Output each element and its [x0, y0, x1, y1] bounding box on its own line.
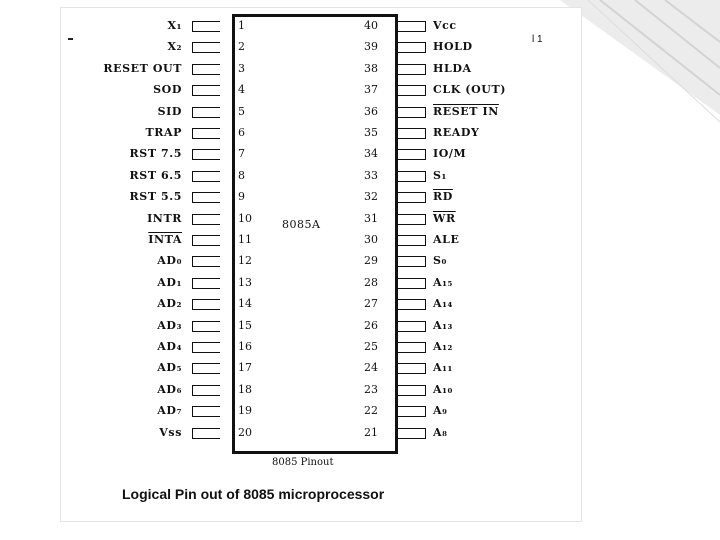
pin-lead-left — [192, 171, 220, 182]
pin-number-1: 1 — [238, 19, 245, 32]
pin-number-20: 20 — [238, 425, 252, 439]
pin-label-7: RST 7.5 — [129, 147, 182, 161]
pin-lead-left — [192, 128, 220, 139]
pin-number-8: 8 — [238, 168, 245, 182]
pin-number-18: 18 — [238, 382, 252, 396]
pin-label-6: TRAP — [145, 126, 182, 139]
pin-label-4: SOD — [153, 83, 182, 97]
pin-lead-left — [192, 21, 220, 32]
pin-number-34: 34 — [364, 147, 378, 161]
pin-number-23: 23 — [364, 382, 378, 396]
pin-label-25: A₁₂ — [433, 340, 453, 353]
pin-number-24: 24 — [364, 361, 378, 375]
figure-caption: Logical Pin out of 8085 microprocessor — [122, 486, 385, 502]
pin-number-22: 22 — [364, 404, 378, 418]
pin-lead-right — [398, 342, 426, 353]
pin-label-35: READY — [433, 126, 480, 139]
pin-label-27: A₁₄ — [433, 297, 453, 311]
pin-lead-right — [398, 42, 426, 53]
pin-label-32: $\overline{RD}$ — [433, 190, 453, 204]
pin-number-39: 39 — [364, 40, 378, 54]
pin-label-39: HOLD — [433, 40, 473, 54]
pin-label-24: A₁₁ — [433, 361, 453, 375]
pin-lead-right — [398, 385, 426, 396]
pin-lead-left — [192, 192, 220, 203]
pin-lead-right — [398, 256, 426, 267]
pin-label-10: INTR — [147, 211, 182, 225]
pin-label-12: AD₀ — [157, 254, 182, 268]
pin-label-19: AD₇ — [157, 404, 182, 418]
pin-number-12: 12 — [238, 254, 252, 268]
pin-number-26: 26 — [364, 318, 378, 332]
pin-lead-right — [398, 171, 426, 182]
pin-lead-left — [192, 278, 220, 289]
pin-lead-right — [398, 406, 426, 417]
pin-label-17: AD₅ — [157, 361, 182, 375]
pin-label-22: A₉ — [433, 404, 448, 418]
pin-label-26: A₁₃ — [433, 318, 453, 332]
pin-label-37: CLK (OUT) — [433, 83, 507, 97]
pin-lead-left — [192, 42, 220, 53]
pin-number-31: 31 — [364, 211, 378, 225]
pin-lead-left — [192, 64, 220, 75]
pin-label-30: ALE — [433, 233, 460, 246]
pin-number-7: 7 — [238, 147, 245, 161]
stray-mark-right: l 1 — [532, 34, 543, 45]
pin-lead-right — [398, 428, 426, 439]
pin-label-3: RESET OUT — [103, 61, 182, 75]
pin-lead-left — [192, 149, 220, 160]
pin-label-38: HLDA — [433, 61, 472, 75]
pin-lead-left — [192, 235, 220, 246]
pin-label-40: Vcc — [433, 19, 457, 32]
pin-number-19: 19 — [238, 404, 252, 418]
pin-number-6: 6 — [238, 126, 245, 139]
pin-lead-right — [398, 299, 426, 310]
pin-number-30: 30 — [364, 233, 378, 246]
pin-number-29: 29 — [364, 254, 378, 268]
pin-number-17: 17 — [238, 361, 252, 375]
pin-lead-left — [192, 406, 220, 417]
pin-lead-left — [192, 299, 220, 310]
pin-label-20: Vss — [159, 425, 182, 439]
pin-lead-right — [398, 192, 426, 203]
pin-number-16: 16 — [238, 340, 252, 353]
pin-label-23: A₁₀ — [433, 382, 453, 396]
pinout-caption: 8085 Pinout — [272, 457, 334, 468]
pin-lead-right — [398, 214, 426, 225]
pin-lead-left — [192, 107, 220, 118]
pin-label-1: X₁ — [167, 19, 182, 32]
pin-number-33: 33 — [364, 168, 378, 182]
pin-lead-right — [398, 321, 426, 332]
pin-label-36: RESET IN — [433, 104, 499, 118]
pin-lead-right — [398, 278, 426, 289]
pin-number-10: 10 — [238, 211, 252, 225]
chip-name: 8085A — [282, 218, 321, 231]
pin-lead-right — [398, 363, 426, 374]
pin-lead-right — [398, 128, 426, 139]
pin-number-37: 37 — [364, 83, 378, 97]
pin-label-34: IO/M — [433, 147, 467, 161]
pin-label-9: RST 5.5 — [129, 190, 182, 204]
pin-lead-left — [192, 342, 220, 353]
pin-lead-right — [398, 64, 426, 75]
pin-number-28: 28 — [364, 275, 378, 289]
pin-lead-right — [398, 107, 426, 118]
pin-label-5: SID — [157, 104, 182, 118]
pin-label-28: A₁₅ — [433, 275, 453, 289]
pin-lead-left — [192, 385, 220, 396]
pin-label-14: AD₂ — [157, 297, 182, 311]
pin-number-9: 9 — [238, 190, 245, 204]
pin-label-15: AD₃ — [157, 318, 182, 332]
pin-lead-left — [192, 214, 220, 225]
pin-number-32: 32 — [364, 190, 378, 204]
pin-lead-right — [398, 21, 426, 32]
pin-number-36: 36 — [364, 104, 378, 118]
pin-label-11: INTA — [148, 233, 182, 246]
pin-label-33: S₁ — [433, 168, 447, 182]
pin-number-21: 21 — [364, 425, 378, 439]
pin-label-2: X₂ — [167, 40, 182, 54]
pin-lead-left — [192, 321, 220, 332]
pin-label-16: AD₄ — [157, 340, 182, 353]
pin-number-3: 3 — [238, 61, 245, 75]
pin-number-2: 2 — [238, 40, 245, 54]
pin-number-40: 40 — [364, 19, 378, 32]
pin-lead-right — [398, 149, 426, 160]
pin-lead-right — [398, 85, 426, 96]
pin-label-18: AD₆ — [157, 382, 182, 396]
pin-number-25: 25 — [364, 340, 378, 353]
pin-lead-left — [192, 85, 220, 96]
pin-label-21: A₈ — [433, 425, 448, 439]
pin-number-11: 11 — [238, 233, 252, 246]
pin-label-8: RST 6.5 — [129, 168, 182, 182]
pin-number-27: 27 — [364, 297, 378, 311]
pin-number-5: 5 — [238, 104, 245, 118]
pin-label-29: S₀ — [433, 254, 447, 268]
pin-lead-right — [398, 235, 426, 246]
pin-number-15: 15 — [238, 318, 252, 332]
pin-number-4: 4 — [238, 83, 245, 97]
pin-number-38: 38 — [364, 61, 378, 75]
pin-number-35: 35 — [364, 126, 378, 139]
pin-label-13: AD₁ — [157, 275, 182, 289]
pin-label-31: $\overline{WR}$ — [433, 211, 456, 225]
pin-lead-left — [192, 256, 220, 267]
pin-number-14: 14 — [238, 297, 252, 311]
pin-number-13: 13 — [238, 275, 252, 289]
pin-lead-left — [192, 363, 220, 374]
pin-lead-left — [192, 428, 220, 439]
